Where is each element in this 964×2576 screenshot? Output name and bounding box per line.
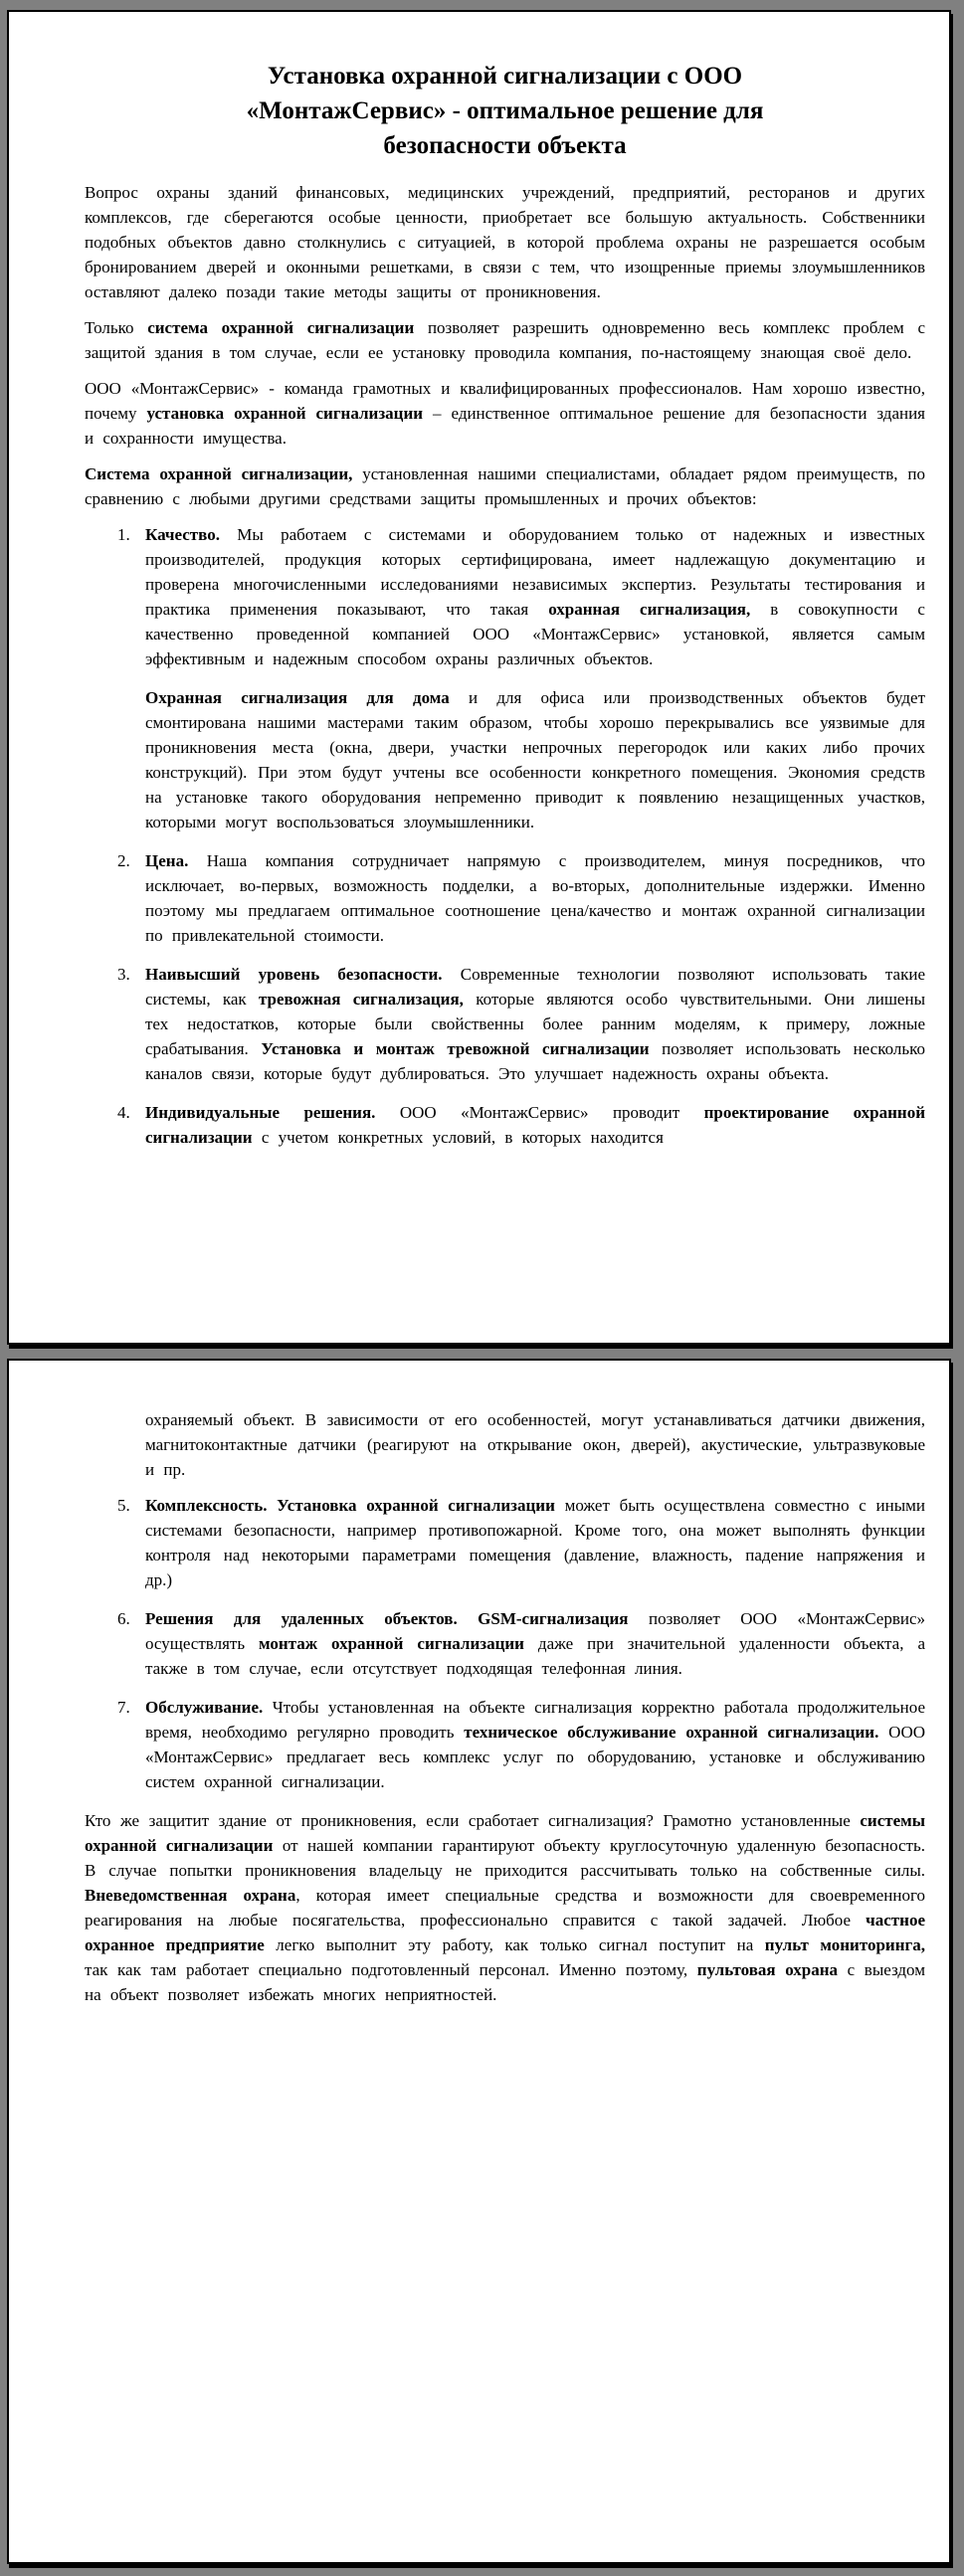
list-item-paragraph: Наивысший уровень безопасности. Современные технологии позволяют использовать такие системы, как тревожная сигнализация, которые являются особо чувствительными. Они лишены тех недостатков, которые были свойственны более ранним моделям, к примеру, ложные срабатывания. Установка и монтаж тревожной сигнализации позволяет использовать несколько каналов связи, которые будут дублироваться. Это улучшает надежность охраны объекта. bbox=[145, 965, 926, 1083]
list-item-body bbox=[145, 1695, 925, 1794]
intro-paragraph-2: Только система охранной сигнализации позволяет разрешить одновременно весь комплекс проблем с защитой здания в том случае, если ее установку проводила компания, по-настоящему знающая своё дело. bbox=[85, 318, 925, 362]
list-item-paragraph: Цена. Наша компания сотрудничает напрямую с производителем, минуя посредников, что исключает, во-первых, возможность подделки, а во-вторых, дополнительные издержки. Именно поэтому мы предлагаем оптимальное соотношение цена/качество и монтаж охранной сигнализации по привлекательной стоимости. bbox=[145, 851, 925, 945]
list-item-number: 5. bbox=[117, 1496, 130, 1515]
list-item-body bbox=[145, 1493, 925, 1592]
list-item-complexity bbox=[85, 1493, 925, 1592]
list-item-maintenance bbox=[85, 1695, 925, 1794]
intro-paragraph-1: Вопрос охраны зданий финансовых, медицинских учреждений, предприятий, ресторанов и других комплексов, где сберегаются особые ценности, приобретает все большую актуальность. Собственники подобных объектов давно столкнулись с ситуацией, в которой проблема охраны не разрешается особым бронированием дверей и оконными решетками, в связи с тем, что изощренные приемы злоумышленников оставляют далеко позади такие методы защиты от проникновения. bbox=[85, 183, 925, 301]
list-item-paragraph: Комплексность. Установка охранной сигнализации может быть осуществлена совместно с иными системами безопасности, например противопожарной. Кроме того, она может выполнять функции контроля над некоторыми параметрами помещения (давление, влажность, падение напряжения и др.) bbox=[145, 1496, 926, 1589]
list-item-price bbox=[85, 848, 925, 948]
page-2 bbox=[7, 1359, 951, 2564]
list-item-individual-solutions bbox=[85, 1100, 925, 1150]
advantages-list-continued bbox=[85, 1493, 925, 1794]
list-item-security-level bbox=[85, 962, 925, 1086]
page-1 bbox=[7, 10, 951, 1345]
list-item-number: 3. bbox=[117, 965, 130, 984]
list-item-paragraph: Охранная сигнализация для дома и для офиса или производственных объектов будет смонтирована нашими мастерами таким образом, чтобы хорошо перекрывались все уязвимые для проникновения места (окна, двери, участки непрочных перегородок или каких либо прочих конструкций). При этом будут учтены все особенности конкретного помещения. Экономия средств на установке такого оборудования непременно приводит к появлению незащищенных участков, которыми могут воспользоваться злоумышленники. bbox=[145, 688, 925, 831]
list-item-body bbox=[145, 522, 925, 834]
closing-paragraph: Кто же защитит здание от проникновения, если сработает сигнализация? Грамотно установленные системы охранной сигнализации от нашей компании гарантируют объекту круглосуточную удаленную безопасность. В случае попытки проникновения владельцу не приходится рассчитывать только на собственные силы. Вневедомственная охрана, которая имеет специальные средства и возможности для своевременного реагирования на любые посягательства, профессионально справится с такой задачей. Любое частное охранное предприятие легко выполнит эту работу, как только сигнал поступит на пульт мониторинга, так как там работает специально подготовленный персонал. Именно поэтому, пультовая охрана с выездом на объект позволяет избежать многих неприятностей. bbox=[85, 1811, 925, 2004]
list-item-paragraph: Обслуживание. Чтобы установленная на объекте сигнализация корректно работала продолжительное время, необходимо регулярно проводить техническое обслуживание охранной сигнализации. ООО «МонтажСервис» предлагает весь комплекс услуг по оборудованию, установке и обслуживанию систем охранной сигнализации. bbox=[145, 1698, 925, 1791]
list-item-number: 6. bbox=[117, 1609, 130, 1628]
advantages-list bbox=[85, 522, 925, 1150]
document-title: Установка охранной сигнализации с ООО «МонтажСервис» - оптимальное решение для безопасности объекта bbox=[246, 63, 764, 159]
list-item-body bbox=[145, 1606, 925, 1681]
list-item-remote-objects bbox=[85, 1606, 925, 1681]
list-item-number: 1. bbox=[117, 525, 130, 544]
list-item-quality bbox=[85, 522, 925, 834]
list-item-continuation-paragraph: охраняемый объект. В зависимости от его особенностей, могут устанавливаться датчики движения, магнитоконтактные датчики (реагируют на открывание окон, дверей), акустические, ультразвуковые и пр. bbox=[145, 1410, 925, 1479]
list-item-number: 7. bbox=[117, 1698, 130, 1717]
list-item-number: 4. bbox=[117, 1103, 130, 1122]
list-item-body bbox=[145, 848, 925, 948]
list-item-paragraph: Индивидуальные решения. ООО «МонтажСервис» проводит проектирование охранной сигнализации с учетом конкретных условий, в которых находится bbox=[145, 1103, 925, 1147]
list-item-paragraph: Решения для удаленных объектов. GSM-сигнализация позволяет ООО «МонтажСервис» осуществлять монтаж охранной сигнализации даже при значительной удаленности объекта, а также в том случае, если отсутствует подходящая телефонная линия. bbox=[145, 1609, 925, 1678]
intro-paragraph-4: Система охранной сигнализации, установленная нашими специалистами, обладает рядом преимуществ, по сравнению с любыми другими средствами защиты промышленных и прочих объектов: bbox=[85, 464, 925, 508]
list-item-body bbox=[145, 962, 925, 1086]
list-item-body bbox=[145, 1100, 925, 1150]
intro-paragraph-3: ООО «МонтажСервис» - команда грамотных и квалифицированных профессионалов. Нам хорошо известно, почему установка охранной сигнализации – единственное оптимальное решение для безопасности здания и сохранности имущества. bbox=[85, 379, 925, 448]
list-item-paragraph: Качество. Мы работаем с системами и оборудованием только от надежных и известных производителей, продукция которых сертифицирована, имеет надлежащую документацию и проверена многочисленными исследованиями независимых экспертиз. Результаты тестирования и практика применения показывают, что такая охранная сигнализация, в совокупности с качественно проведенной компанией ООО «МонтажСервис» установкой, является самым эффективным и надежным способом охраны различных объектов. bbox=[145, 525, 925, 668]
list-item-number: 2. bbox=[117, 851, 130, 870]
